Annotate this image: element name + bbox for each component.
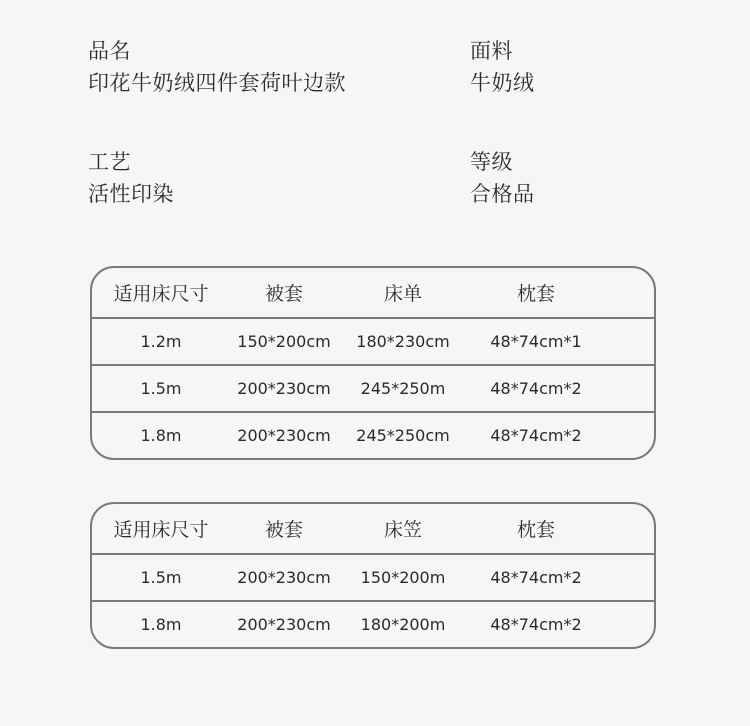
table-cell: 150*200m	[360, 568, 446, 587]
size-table-fitted-sheet	[90, 502, 656, 649]
table-cell: 150*200cm	[237, 332, 331, 351]
attr-value: 牛奶绒	[470, 71, 535, 95]
header-cell: 床单	[383, 283, 422, 305]
table-cell: 48*74cm*2	[490, 379, 582, 398]
table-cell: 180*230cm	[356, 332, 450, 351]
attr-product-name	[88, 37, 388, 97]
table-header-row	[92, 504, 654, 553]
size-table-flat-sheet	[90, 266, 656, 460]
table-cell: 48*74cm*1	[490, 332, 582, 351]
attr-value: 活性印染	[88, 182, 174, 206]
header-cell: 床笠	[383, 519, 422, 541]
table-row	[92, 411, 654, 458]
table-cell: 48*74cm*2	[490, 615, 582, 634]
table-cell: 1.8m	[140, 426, 182, 445]
table-cell: 245*250m	[360, 379, 446, 398]
table-cell: 48*74cm*2	[490, 426, 582, 445]
table-cell: 200*230cm	[237, 615, 331, 634]
table-cell: 200*230cm	[237, 568, 331, 587]
attr-label: 工艺	[88, 150, 131, 174]
table-cell: 180*200m	[360, 615, 446, 634]
table-cell: 1.8m	[140, 615, 182, 634]
header-cell: 适用床尺寸	[113, 283, 209, 305]
table-row	[92, 317, 654, 364]
table-cell: 1.5m	[140, 568, 182, 587]
table-cell: 1.5m	[140, 379, 182, 398]
header-cell: 适用床尺寸	[113, 519, 209, 541]
table-cell: 1.2m	[140, 332, 182, 351]
attr-label: 等级	[470, 150, 513, 174]
table-cell: 48*74cm*2	[490, 568, 582, 587]
table-row	[92, 364, 654, 411]
header-cell: 枕套	[516, 283, 555, 305]
attr-material	[470, 37, 750, 97]
attr-grade	[470, 148, 750, 208]
header-cell: 枕套	[516, 519, 555, 541]
attr-craft	[88, 148, 388, 208]
table-cell: 200*230cm	[237, 379, 331, 398]
header-cell: 被套	[264, 519, 303, 541]
table-cell: 245*250cm	[356, 426, 450, 445]
attr-label: 品名	[88, 39, 131, 63]
attr-value: 合格品	[470, 182, 535, 206]
table-cell: 200*230cm	[237, 426, 331, 445]
attr-label: 面料	[470, 39, 513, 63]
attr-value: 印花牛奶绒四件套荷叶边款	[88, 71, 346, 95]
table-row	[92, 600, 654, 647]
table-row	[92, 553, 654, 600]
table-header-row	[92, 268, 654, 317]
header-cell: 被套	[264, 283, 303, 305]
